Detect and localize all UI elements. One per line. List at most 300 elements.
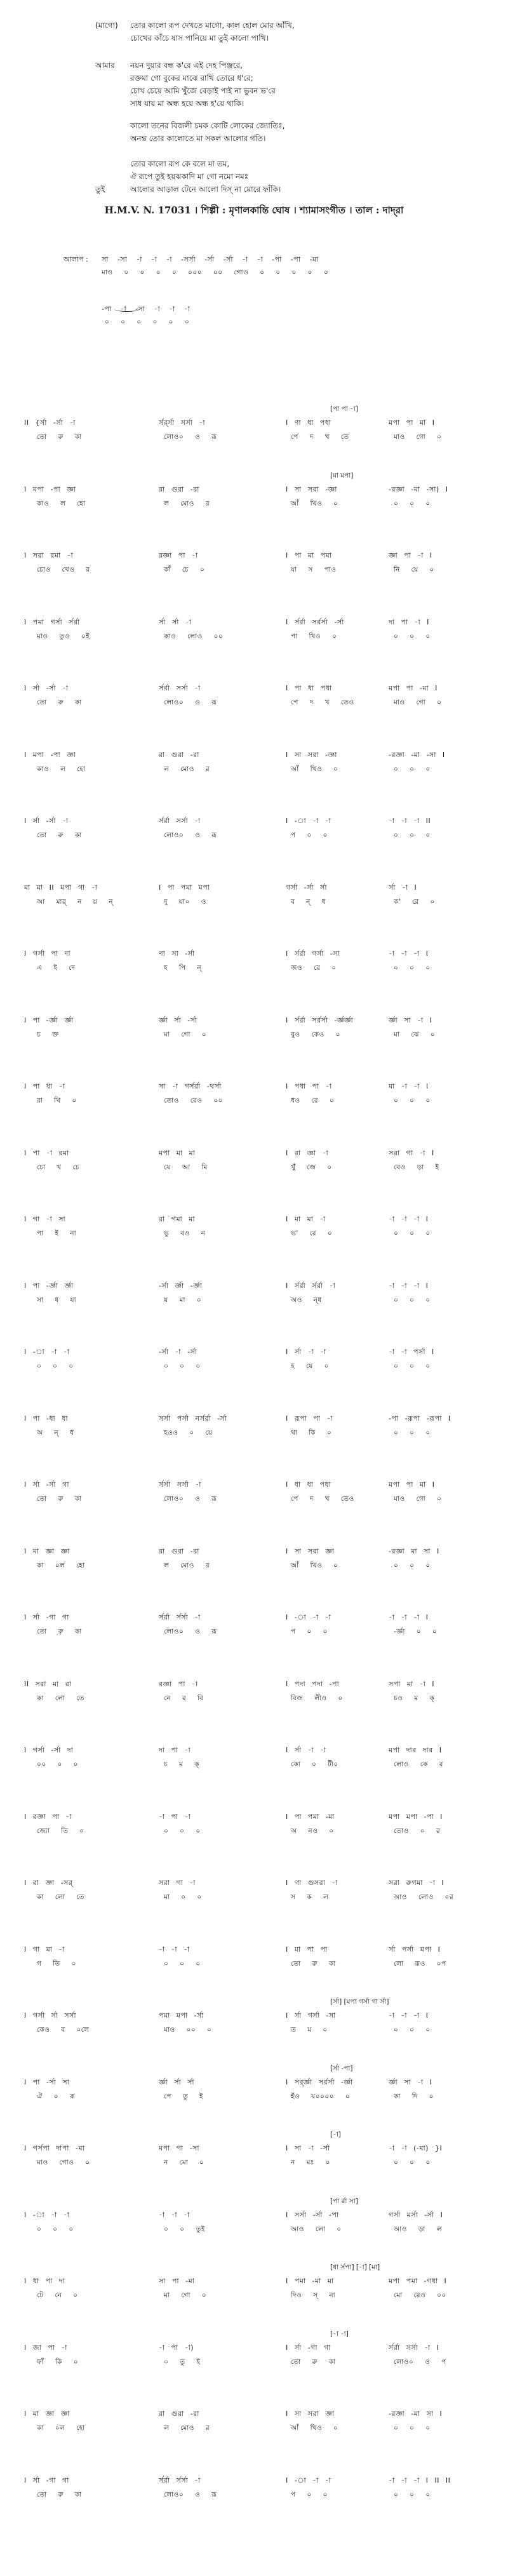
note-marker: [র্সা] [মপা গর্সা গা র্সা]: [330, 1998, 389, 2006]
note-group: মপা পা -মা I: [389, 684, 438, 692]
syllable-group: ০০ ০ ০: [37, 1761, 78, 1768]
note-group: I র্সা -া -া: [286, 1348, 326, 1356]
syllable-group: মা গো ০: [164, 2291, 207, 2299]
syllable-group: ০ ০ ০: [394, 964, 431, 972]
note-group: I -া -া -া: [286, 817, 331, 825]
note-group: মপা গা -সা: [159, 2144, 200, 2152]
note-group: মপা পমা -গধা I: [389, 2277, 447, 2285]
syllable-group: -র্জ্ঞা ০ ০: [394, 1628, 438, 1635]
syllable-group: লো রূও ০প: [394, 1959, 446, 1968]
note-group: I পমা গর্সা র্সর্রা: [24, 617, 80, 626]
syllable-group: কা লো তে: [37, 1694, 84, 1702]
syllable-group: মাও গোও ০: [37, 2159, 90, 2166]
note-group: র্জ্ঞা সা -া I: [389, 2077, 432, 2086]
notation-row: [0, 2064, 508, 2114]
note-group: র্জ্ঞা র্সা র্সা: [159, 2077, 195, 2086]
syllable-group: ল মোও র: [164, 1561, 210, 1569]
syllable-group: কা ০ল হো: [37, 1561, 85, 1569]
syllable-group: ০ ০ ০: [394, 2490, 431, 2499]
notation-row: [0, 405, 508, 454]
syllable-group: ক' রে ০: [394, 897, 435, 906]
note-group: I জা পা -া: [24, 2343, 67, 2352]
syllable-group: আ মার্‌ ন য় ন্‌: [37, 897, 113, 906]
note-group: র্সর্সা সর্সা -া: [159, 1480, 201, 1489]
note-group: I সা সরা জ্ঞা: [286, 1546, 335, 1555]
note-group: I মা জ্ঞা জ্ঞা: [24, 2410, 70, 2418]
alap-label: আলাপ :: [64, 255, 88, 264]
notation-row: [0, 1545, 508, 1583]
syllable-group: ০ ০ তুই: [164, 2225, 205, 2233]
lyric-label: তুই: [95, 185, 105, 194]
note-marker: [ধা র্সপা] [-া] [মা]: [330, 2264, 380, 2271]
note-group: রা গমা মা: [159, 1215, 196, 1223]
note-group: -র্সা -া -র্সা: [159, 1348, 197, 1356]
syllable-group: ০ ০ ০: [394, 2424, 431, 2432]
syllable-group: লোও০ ও রূ: [164, 433, 217, 441]
syllable-group: আঁ খিও ০: [291, 499, 338, 507]
note-group: I পা পমা মপা: [159, 883, 210, 892]
note-group: র্সা পর্সা মপা I: [389, 1945, 441, 1954]
syllable-group: মাও গো ০: [394, 1495, 442, 1503]
syllable-group: ০ ০ ০: [394, 632, 431, 640]
note-group: -পা -রূপা -রূপা I: [389, 1414, 451, 1423]
note-group: I পা -র্জ্ঞা র্জ্ঞা: [24, 1281, 74, 1290]
syllable-group: চোও খেও র: [37, 566, 90, 574]
syllable-group: চ ম ক্‌: [164, 1761, 200, 1768]
lyric-line: অনন্ত তোর কালোতে মা সকল আলোর গতি।: [130, 134, 266, 143]
note-group: I গর্সপা দাপা -মা: [24, 2144, 85, 2152]
syllable-group: আঁ খিও ০: [291, 1561, 338, 1569]
note-group: র্সর্র্সা সর্সা -া: [159, 419, 206, 427]
note-marker: [পা পা -া]: [330, 405, 358, 413]
syllable-group: ০ ০ ০: [394, 1097, 431, 1104]
note-group: র্সা র্সা -া: [159, 617, 192, 626]
syllable-group: কাঁ চে ০: [164, 566, 205, 574]
note-group: I পধা পা -া: [286, 1082, 332, 1090]
syllable-group: ০ ০ ০: [164, 1362, 201, 1370]
note-group: সরা গা -া I: [389, 1148, 434, 1157]
notation-row: [0, 1345, 508, 1383]
syllable-group: চও ম ক্‌: [394, 1694, 435, 1702]
syllable-group: মাও গো ০: [394, 433, 442, 441]
note-group: রজ্ঞা পা -া: [159, 551, 198, 560]
note-group: I র্সা -গা গা: [24, 2476, 69, 2485]
note-group: I সর্র্জ্ঞা সর্রর্সা -র্জ্ঞা: [286, 2077, 353, 2086]
note-group: I রা জ্ঞা -া: [286, 1148, 329, 1157]
notation-row: [0, 1014, 508, 1052]
notation-row: [0, 1080, 508, 1118]
syllable-group: ধও রে ০: [291, 1097, 335, 1104]
note-group: -া -া -া: [159, 2210, 190, 2219]
syllable-group: তোও রেও ০০: [164, 1097, 224, 1104]
syllable-group: লোও০ ও রূ: [164, 831, 217, 839]
syllable-group: কা লো তে: [37, 1893, 84, 1901]
syllable-group: ভ' রে ০: [291, 1230, 333, 1237]
syllable-group: হ য়ে ০: [291, 1362, 329, 1370]
notation-row: [0, 681, 508, 720]
note-group: I পা ধা পধা: [286, 684, 332, 692]
note-group: I র্সর্রা সর্রর্সা -র্জ্ঞর্জ্ঞা: [286, 1016, 354, 1024]
note-group: I সা সরা -জ্ঞা: [286, 750, 337, 759]
syllable-group: কাও ল হো: [37, 765, 86, 773]
notation-row: [0, 1876, 508, 1914]
syllable-group: দু য়া০ ও: [164, 897, 206, 906]
syllable-group: ০ তু ই: [164, 2358, 201, 2366]
lyric-label: (মাগো): [95, 21, 118, 30]
syllable-group: ০ ০ ০: [394, 1230, 431, 1237]
syllable-group: বেও ড়া ই: [394, 1163, 439, 1171]
notation-row: [0, 1998, 508, 2047]
note-group: -া -া -া I: [389, 1613, 429, 1621]
lyric-line: রক্তমা গো বুকের মাঝে রাখি তোরে ধ'রে;: [130, 74, 253, 83]
syllable-group: কাও ল হো: [37, 499, 86, 507]
note-group: -া -া -া: [159, 1945, 190, 1954]
lyric-label: আমার: [95, 61, 115, 70]
note-group: জ্ঞা পা -া I: [389, 551, 432, 560]
syllable-group: প ০ ০: [291, 2490, 328, 2499]
note-group: র্জ্ঞা সা -া I: [389, 1016, 432, 1024]
notation-row: [0, 2407, 508, 2445]
syllable-group: টে নে ০: [37, 2291, 78, 2299]
note-group: মপা দার দার I: [389, 1746, 442, 1754]
notation-row: [0, 1478, 508, 1516]
note-group: I র্সা গর্সা -সা: [286, 2011, 336, 2020]
note-group: মপা মা মা: [159, 1148, 196, 1157]
syllable-group: মা গো ০: [164, 1030, 207, 1038]
syllable-group: ব ন্‌ ধ: [291, 897, 326, 906]
notation-row: [0, 2330, 508, 2379]
syllable-group: পা ই না: [37, 1230, 77, 1237]
note-group: I সর্সা -র্সা -পা: [286, 2210, 339, 2219]
lyric-line: সাধ যায় মা অন্ধ হয়ে অন্ধ হ'য়ে থাকি।: [130, 99, 244, 108]
note-group: I সা সরা -জ্ঞা: [286, 485, 337, 493]
lyric-line: তোর কালো রূপ দেখতে মাগো, কাল হোল মোর আঁখি,: [130, 21, 295, 30]
note-group: -া -া -া I: [389, 949, 429, 958]
syllable-group: বিজ লীও ০: [291, 1694, 343, 1702]
note-group: I পা -া রমা: [24, 1148, 69, 1157]
syllable-group: ০ ০ ০: [37, 1362, 74, 1370]
note-group: I র্সা -গা গা: [286, 2343, 331, 2352]
note-group: র্সর্রা র্সর্সা -া: [159, 2476, 201, 2485]
note-marker: [-া]: [330, 2131, 341, 2138]
note-group: I র্সা -র্সা -া: [24, 684, 69, 692]
note-group: I গা -া সা: [24, 1215, 66, 1223]
syllable-group: ঐ ০ রূ: [37, 2092, 76, 2100]
syllable-group: তো রু কা: [37, 831, 82, 839]
syllable-group: তোও ০ র: [394, 1827, 441, 1835]
syllable-group: পে দ খ তেও: [291, 699, 354, 706]
note-group: -রজ্ঞা মা সা I: [389, 1546, 439, 1555]
note-group: -র্সা র্জ্ঞা -র্জ্ঞা: [159, 1281, 203, 1290]
syllable-group: আও লো ০: [291, 2225, 342, 2233]
note-group: মপা পা মা I: [389, 419, 435, 427]
syllable-group: বুও কেও ০: [291, 1030, 340, 1038]
note-group: I পা -র্জ্ঞা র্জ্ঞা: [24, 1016, 74, 1024]
note-group: র্সর্রা সর্সা -া: [159, 817, 201, 825]
syllable-group: আও লোও ০র: [394, 1893, 454, 1901]
note-group: I মপা -পা জ্ঞা: [24, 485, 76, 493]
note-group: র্সা -া I: [389, 883, 417, 892]
syllable-group: ন মো ০: [164, 2159, 204, 2166]
syllable-group: পে দ খ তেও: [291, 1495, 354, 1503]
syllable-group: ফাঁ কি ০: [37, 2358, 79, 2366]
note-group: গর্সা মর্সা -র্সা I: [389, 2210, 443, 2219]
syllable-group: সা ধ যা: [37, 1296, 77, 1304]
syllable-group: মা ঝে ০: [394, 1030, 436, 1038]
note-group: র্সর্রা সর্সা -া I: [389, 2343, 439, 2352]
notation-row: [0, 615, 508, 654]
note-group: র্সর্রা সর্সা -া: [159, 684, 201, 692]
syllable-group: লোও০ ও প: [394, 2358, 446, 2366]
notation-row: [0, 549, 508, 587]
syllable-group: ভু বও ন: [164, 1230, 206, 1237]
notation-row: [0, 748, 508, 786]
syllable-group: যা স পাও: [291, 566, 337, 574]
notation-row: [0, 1810, 508, 1848]
note-group: I মপা -পা জ্ঞা: [24, 750, 76, 759]
note-group: র্সর্রা র্সর্সা -া: [159, 1613, 201, 1621]
note-group: -রজ্ঞা -মা -সা) I: [389, 485, 448, 493]
note-group: -া -া পর্সা I: [389, 1348, 434, 1356]
note-group: I ধা ধা পধা: [286, 1480, 331, 1489]
lyric-line: চোখের কাঁচে ষাস পানিয়ে মা তুই কালো পাখি।: [130, 34, 269, 43]
notation-row: [0, 2474, 508, 2512]
note-group: -া -া -া I II II: [389, 2476, 451, 2485]
note-group: II {র্সা -র্সা -া: [24, 419, 76, 427]
note-group: I মা মা -া: [286, 1215, 326, 1223]
note-group: I র্সা -র্সা গা: [24, 1480, 70, 1489]
syllable-group: লোও০ ও রূ: [164, 2490, 217, 2499]
note-group: মপা পা মা I: [389, 1480, 435, 1489]
syllable-group: ০ ০ ০: [394, 499, 431, 507]
note-group: দা পা -া I: [389, 617, 429, 626]
note-marker: [-া -া]: [330, 2330, 349, 2338]
note-group: রা গুরা -রা: [159, 485, 199, 493]
syllable-group: ০ ০ ০: [394, 1561, 431, 1569]
note-group: মপা মপা -পা I: [389, 1812, 443, 1821]
note-group: -া পা -া): [159, 2343, 194, 2352]
syllable-group: তো রু কা: [291, 1959, 336, 1968]
note-group: সরা রুগমা -া I: [389, 1879, 444, 1887]
syllable-group: চো খ চে: [37, 1163, 79, 1171]
syllable-group: ০ ০ ০: [394, 2159, 431, 2166]
note-group: সরা গা -া: [159, 1879, 196, 1887]
syllable-group: ০ ০ ০: [394, 1428, 431, 1437]
note-group: -া -া -া I: [389, 2011, 429, 2020]
syllable-group: পে তু ই: [164, 2092, 203, 2100]
syllable-group: অ নও ০: [291, 1827, 334, 1835]
syllable-group: খুঁ জে ০: [291, 1163, 332, 1171]
note-group: I পমা -মা মা: [286, 2277, 334, 2285]
note-group: I গর্সা পা দা: [24, 949, 71, 958]
syllable-group: পে দ খ তে: [291, 433, 349, 441]
note-group: সা পা -মা: [159, 2277, 195, 2285]
syllable-group: আও ড়া ল: [394, 2225, 443, 2233]
syllable-group: ০ ০ ০: [37, 2225, 74, 2233]
notation-row: [0, 1279, 508, 1317]
note-group: I গর্সা র্সা সর্সা: [24, 2011, 77, 2020]
note-group: I গা গুসরা -া: [286, 1879, 338, 1887]
syllable-group: জও রে ০: [291, 964, 337, 972]
syllable-group: ০ ০ ০: [394, 765, 431, 773]
notation-row: [0, 1412, 508, 1450]
syllable-group: কো ০ টী০: [291, 1761, 338, 1768]
syllable-group: কা দি ০: [394, 2092, 434, 2100]
note-group: I রজ্ঞা পা -া: [24, 1812, 72, 1821]
note-group: I -া -া -া: [286, 2476, 331, 2485]
syllable-group: মা ০ ০: [164, 1893, 202, 1901]
note-marker: [র্সা -পা]: [330, 2064, 353, 2072]
syllable-group: লোও কে র: [394, 1761, 443, 1768]
note-group: I পা পমা -মা: [286, 1812, 335, 1821]
note-group: I র্সা -র্সা -া: [24, 817, 69, 825]
syllable-group: কা ০ল হো: [37, 2424, 85, 2432]
note-group: I -া -া -া: [286, 1613, 331, 1621]
note-group: I গর্সা -র্সা দা: [24, 1746, 74, 1754]
syllable-group: গ তি ০: [37, 1959, 76, 1968]
note-group: I র্সর্রা গর্সা -সা: [286, 949, 340, 958]
note-group: I র্সা -া -া: [286, 1746, 326, 1754]
lyric-line: কালো তনের বিজলী চমক কোটি লোকের জ্যোতিঃ,: [130, 121, 285, 130]
syllable-group: দিও স্‌ না: [291, 2291, 336, 2299]
lyric-line: আলোর আড়াল টেনে আলো দিস্ না মোরে ফাঁকি।: [130, 185, 281, 194]
syllable-group: ০ ০ ০: [394, 1362, 431, 1370]
syllable-group: হঁও য়০০০০ ০: [291, 2092, 351, 2100]
syllable-group: নে র বি: [164, 1694, 204, 1702]
syllable-group: কাও লোও ০০: [164, 632, 224, 640]
syllable-group: কেও ব ০লে: [37, 2026, 90, 2034]
notation-row: [0, 2264, 508, 2312]
note-group: -রজ্ঞা -মা -সা I: [389, 750, 445, 759]
syllable-group: তো রু কা: [37, 1628, 82, 1635]
alap-syllables-2: ০ ০ ০ ০ ০ ০: [105, 318, 190, 326]
note-group: I সা -া -র্সা: [286, 2144, 330, 2152]
note-group: I পা -ধা ধা: [24, 1414, 69, 1423]
syllable-group: মাও গো ০: [394, 699, 442, 706]
notation-row: [0, 1611, 508, 1649]
syllable-group: প ০ ০: [291, 1628, 328, 1635]
note-group: রা গুরা -রা: [159, 750, 199, 759]
note-group: I র্সর্রা র্সর্রা -া: [286, 1281, 336, 1290]
alap-notes: সা -সা -া -া -া -সর্সা -র্সা -র্সা -া -া -পা -পা -মা: [102, 255, 319, 264]
syllable-group: নি য়ে ০: [394, 566, 434, 574]
syllable-group: ল মোও র: [164, 2424, 210, 2432]
note-marker: [মা মপা]: [330, 471, 354, 480]
note-group: I ধা পা দা: [24, 2277, 65, 2285]
notation-row: [0, 947, 508, 985]
syllable-group: য়ে আ মি: [164, 1163, 208, 1171]
note-group: I র্সর্রা সর্রর্সা -র্সা: [286, 617, 344, 626]
notation-row: [0, 1743, 508, 1781]
note-group: -রজ্ঞা -মা সা I: [389, 2410, 443, 2418]
note-group: I সা সরা জ্ঞা: [286, 2410, 335, 2418]
syllable-group: ০ ০ ০: [394, 831, 431, 839]
note-group: I মা জ্ঞা জ্ঞা: [24, 1546, 70, 1555]
syllable-group: তো রু কা: [37, 2490, 82, 2499]
note-group: -া -া -া I: [389, 1281, 429, 1290]
note-group: -া পা -া: [159, 1812, 191, 1821]
notation-row: [0, 2131, 508, 2180]
note-group: সর্সা পর্সা নর্সর্রা -র্সা: [159, 1414, 227, 1423]
lyric-line: নয়ন দুয়ার বন্ধ ক'রে এই দেহ পিঞ্জরে,: [130, 61, 243, 70]
syllable-group: তো রু কা: [291, 2358, 336, 2366]
record-header: H.M.V. N. 17031 । শিল্পী : মৃণালকান্তি ঘোষ । শ্যামাসংগীত । তাল : দাদ্‌রা: [104, 205, 404, 216]
syllable-group: ০ ০ ০: [394, 2026, 431, 2034]
syllable-group: থা কি ০: [291, 1428, 332, 1437]
notation-row: [0, 2197, 508, 2246]
note-group: -া -া -া II: [389, 817, 431, 825]
note-group: II সরা মা রা: [24, 1679, 72, 1688]
syllable-group: তো রু কা: [37, 699, 82, 706]
note-group: I মা পা পা: [286, 1945, 328, 1954]
notation-row: [0, 1212, 508, 1251]
alap-syllables: মাও ০ ০ ০ ০ ০০০ ০০ গোও ০ ০ ০ ০ ০: [102, 269, 329, 276]
note-group: দা পা -া: [159, 1746, 191, 1754]
syllable-group: আঁ খিও ০: [291, 765, 338, 773]
note-marker: [পা র্রা সা]: [330, 2197, 358, 2205]
note-group: মা -া -া I: [389, 1082, 429, 1090]
syllable-group: মো রেও ০০: [394, 2291, 446, 2299]
note-group: রা গুরা -রা: [159, 2410, 199, 2418]
notation-row: [0, 1146, 508, 1184]
note-group: I পা -র্সা সা: [24, 2077, 70, 2086]
syllable-group: প ০ ০: [291, 831, 328, 839]
note-group: I গা মা -া: [24, 1945, 65, 1954]
note-group: রা গুরা -রা: [159, 1546, 199, 1555]
syllable-group: স ক ল: [291, 1893, 329, 1901]
syllable-group: লোও০ ও রূ: [164, 1628, 217, 1635]
syllable-group: হওও ০ য়ে: [164, 1428, 213, 1437]
notation-row: [0, 1943, 508, 1981]
syllable-group: ন মঃ ০: [291, 2159, 330, 2166]
syllable-group: ০ ০ ০: [394, 1296, 431, 1304]
note-group: পমা মপা -র্সা: [159, 2011, 204, 2020]
slur-mark: [114, 306, 140, 312]
syllable-group: ০ ০ ০: [164, 1959, 201, 1968]
syllable-group: অও ন্‌ধ: [291, 1296, 322, 1304]
syllable-group: রা খি ০: [37, 1097, 77, 1104]
syllable-group: ল মোও র: [164, 499, 210, 507]
notation-row: [0, 881, 508, 919]
alap-notes-2: -পা -া -সা -া -া -া: [102, 305, 190, 313]
note-group: -া -া (-মা) }I: [389, 2144, 443, 2152]
syllable-group: তো রু কা: [37, 433, 82, 441]
notation-row: [0, 814, 508, 852]
syllable-group: য় মা ০: [164, 1296, 202, 1304]
syllable-group: আঁ খিও ০: [291, 2424, 338, 2432]
note-group: -া -া -া I: [389, 1215, 429, 1223]
syllable-group: পা খিও ০: [291, 632, 337, 640]
syllable-group: ত ম ০: [291, 2026, 328, 2034]
note-group: গর্সা -র্সা র্সা: [286, 883, 328, 892]
syllable-group: হ পি ন্‌: [164, 964, 202, 972]
note-group: ণা সা -র্সা: [159, 949, 195, 958]
note-group: I ণা ধা পধা: [286, 419, 331, 427]
syllable-group: অ ন্ ধ: [37, 1428, 74, 1437]
note-group: I রূপা পা -া: [286, 1414, 333, 1423]
syllable-group: মাও তুও ০ই: [37, 632, 90, 640]
lyric-line: ঐ রূপে তুই হয়ঝকাদি মা গো নমো নমঃ: [130, 172, 249, 181]
syllable-group: লোও০ ও রূ: [164, 1495, 217, 1503]
syllable-group: লোও০ ও রূ: [164, 699, 217, 706]
syllable-group: মাও ০০ ০: [164, 2026, 212, 2034]
syllable-group: জ্যো তি ০: [37, 1827, 84, 1835]
note-group: সপা মা -া I: [389, 1679, 435, 1688]
syllable-group: এ ই দে: [37, 964, 76, 972]
note-group: I পদা পদা -পা: [286, 1679, 340, 1688]
note-group: I -া -া -া: [24, 1348, 70, 1356]
note-group: I পা মা পমা: [286, 551, 332, 560]
